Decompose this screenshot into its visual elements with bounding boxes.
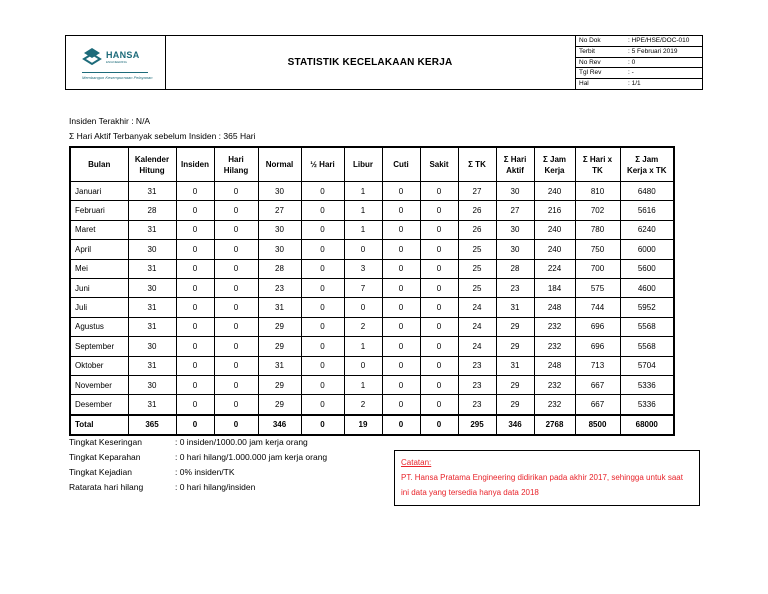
note-title: Catatan: bbox=[401, 458, 432, 467]
doc-info-value: : 0 bbox=[628, 58, 636, 66]
table-row bbox=[70, 317, 674, 336]
table-cell: 0 bbox=[301, 259, 344, 278]
table-cell: 750 bbox=[575, 240, 620, 259]
table-cell: 30 bbox=[496, 182, 534, 201]
column-header: Cuti bbox=[382, 147, 420, 182]
table-cell: 0 bbox=[420, 395, 458, 415]
total-cell: 0 bbox=[301, 415, 344, 435]
table-cell: 27 bbox=[258, 201, 301, 220]
table-cell: 0 bbox=[214, 259, 258, 278]
month-cell: Januari bbox=[70, 182, 128, 201]
table-cell: 5704 bbox=[620, 356, 674, 375]
table-cell: 0 bbox=[344, 298, 382, 317]
table-cell: 0 bbox=[420, 356, 458, 375]
table-cell: 0 bbox=[382, 337, 420, 356]
summary-label: Tingkat Keseringan bbox=[69, 437, 142, 447]
table-cell: 28 bbox=[128, 201, 176, 220]
table-cell: 0 bbox=[214, 182, 258, 201]
table-cell: 0 bbox=[176, 337, 214, 356]
table-cell: 6000 bbox=[620, 240, 674, 259]
table-cell: 31 bbox=[496, 298, 534, 317]
table-cell: 0 bbox=[420, 278, 458, 297]
table-cell: 0 bbox=[301, 356, 344, 375]
table-cell: 23 bbox=[458, 375, 496, 394]
table-cell: 30 bbox=[128, 337, 176, 356]
summary-row bbox=[69, 452, 327, 462]
table-cell: 0 bbox=[301, 395, 344, 415]
table-cell: 31 bbox=[128, 182, 176, 201]
table-cell: 0 bbox=[301, 182, 344, 201]
column-header: Insiden bbox=[176, 147, 214, 182]
table-cell: 696 bbox=[575, 337, 620, 356]
table-cell: 31 bbox=[258, 298, 301, 317]
table-cell: 5616 bbox=[620, 201, 674, 220]
month-cell: Maret bbox=[70, 220, 128, 239]
table-header-row bbox=[70, 147, 674, 182]
table-cell: 0 bbox=[176, 259, 214, 278]
table-cell: 0 bbox=[382, 317, 420, 336]
table-cell: 30 bbox=[258, 182, 301, 201]
table-cell: 184 bbox=[534, 278, 575, 297]
table-row bbox=[70, 337, 674, 356]
table-cell: 0 bbox=[176, 201, 214, 220]
table-cell: 0 bbox=[420, 375, 458, 394]
table-body bbox=[70, 182, 674, 436]
table-cell: 0 bbox=[382, 220, 420, 239]
table-cell: 713 bbox=[575, 356, 620, 375]
table-cell: 702 bbox=[575, 201, 620, 220]
doc-info-row bbox=[575, 68, 702, 79]
table-cell: 31 bbox=[128, 259, 176, 278]
table-cell: 0 bbox=[382, 375, 420, 394]
table-cell: 30 bbox=[496, 220, 534, 239]
doc-info-key: No Dok bbox=[579, 37, 601, 44]
column-header: Sakit bbox=[420, 147, 458, 182]
hansa-logo-icon bbox=[81, 45, 103, 67]
table-cell: 24 bbox=[458, 298, 496, 317]
month-cell: Mei bbox=[70, 259, 128, 278]
table-cell: 810 bbox=[575, 182, 620, 201]
table-row bbox=[70, 220, 674, 239]
month-cell: Desember bbox=[70, 395, 128, 415]
table-row bbox=[70, 356, 674, 375]
total-cell: 0 bbox=[176, 415, 214, 435]
table-cell: 0 bbox=[382, 278, 420, 297]
month-cell: April bbox=[70, 240, 128, 259]
table-cell: 30 bbox=[496, 240, 534, 259]
table-cell: 0 bbox=[301, 317, 344, 336]
total-cell: 19 bbox=[344, 415, 382, 435]
table-cell: 232 bbox=[534, 375, 575, 394]
doc-info-row bbox=[575, 47, 702, 58]
table-row bbox=[70, 182, 674, 201]
table-cell: 1 bbox=[344, 375, 382, 394]
doc-info-row bbox=[575, 36, 702, 47]
table-cell: 0 bbox=[382, 182, 420, 201]
column-header: Hari Hilang bbox=[214, 147, 258, 182]
table-cell: 7 bbox=[344, 278, 382, 297]
table-cell: 232 bbox=[534, 337, 575, 356]
doc-info-key: No Rev bbox=[579, 58, 601, 66]
table-cell: 27 bbox=[496, 201, 534, 220]
table-cell: 0 bbox=[301, 201, 344, 220]
table-cell: 0 bbox=[214, 395, 258, 415]
table-cell: 0 bbox=[214, 240, 258, 259]
column-header: Kalender Hitung bbox=[128, 147, 176, 182]
logo-subtext: ENGINEERING bbox=[106, 60, 128, 64]
summary-label: Tingkat Kejadian bbox=[69, 467, 133, 477]
table-cell: 700 bbox=[575, 259, 620, 278]
table-cell: 0 bbox=[176, 375, 214, 394]
table-cell: 30 bbox=[258, 240, 301, 259]
table-cell: 28 bbox=[496, 259, 534, 278]
table-cell: 1 bbox=[344, 337, 382, 356]
table-cell: 29 bbox=[496, 337, 534, 356]
column-header: Σ Hari Aktif bbox=[496, 147, 534, 182]
table-cell: 0 bbox=[214, 337, 258, 356]
total-cell: 8500 bbox=[575, 415, 620, 435]
column-header: Σ Hari x TK bbox=[575, 147, 620, 182]
table-cell: 1 bbox=[344, 220, 382, 239]
table-cell: 0 bbox=[301, 337, 344, 356]
table-cell: 0 bbox=[420, 220, 458, 239]
table-cell: 0 bbox=[420, 317, 458, 336]
table-cell: 0 bbox=[176, 317, 214, 336]
table-cell: 29 bbox=[258, 375, 301, 394]
doc-info-key: Terbit bbox=[579, 47, 595, 55]
table-cell: 2 bbox=[344, 395, 382, 415]
table-cell: 696 bbox=[575, 317, 620, 336]
table-cell: 744 bbox=[575, 298, 620, 317]
table-cell: 24 bbox=[458, 337, 496, 356]
table-cell: 5568 bbox=[620, 317, 674, 336]
document-header bbox=[65, 35, 703, 90]
doc-info-value: : 5 Februari 2019 bbox=[628, 47, 678, 55]
table-cell: 0 bbox=[420, 337, 458, 356]
total-label-cell: Total bbox=[70, 415, 128, 435]
total-row bbox=[70, 415, 674, 435]
table-cell: 0 bbox=[214, 201, 258, 220]
table-cell: 240 bbox=[534, 220, 575, 239]
summary-label: Ratarata hari hilang bbox=[69, 482, 144, 492]
table-cell: 0 bbox=[382, 240, 420, 259]
doc-info-value: : - bbox=[628, 69, 634, 77]
note-text: PT. Hansa Pratama Engineering didirikan pada akhir 2017, sehingga untuk saat ini data yang tersedia hanya data 2018 bbox=[401, 473, 683, 497]
last-incident-text: Insiden Terakhir : N/A bbox=[69, 116, 151, 126]
month-cell: Oktober bbox=[70, 356, 128, 375]
table-row bbox=[70, 375, 674, 394]
table-cell: 0 bbox=[382, 356, 420, 375]
table-cell: 5336 bbox=[620, 375, 674, 394]
column-header: Σ Jam Kerja x TK bbox=[620, 147, 674, 182]
doc-info-row bbox=[575, 58, 702, 69]
table-cell: 25 bbox=[458, 278, 496, 297]
column-header: ½ Hari bbox=[301, 147, 344, 182]
table-cell: 0 bbox=[301, 220, 344, 239]
table-cell: 5952 bbox=[620, 298, 674, 317]
logo-cell bbox=[66, 36, 166, 89]
table-cell: 23 bbox=[496, 278, 534, 297]
column-header: Normal bbox=[258, 147, 301, 182]
table-cell: 5336 bbox=[620, 395, 674, 415]
table-cell: 216 bbox=[534, 201, 575, 220]
document-info bbox=[575, 36, 702, 89]
table-cell: 0 bbox=[214, 317, 258, 336]
table-cell: 23 bbox=[258, 278, 301, 297]
table-cell: 29 bbox=[258, 317, 301, 336]
table-cell: 29 bbox=[258, 337, 301, 356]
table-cell: 0 bbox=[214, 220, 258, 239]
doc-info-value: : 1/1 bbox=[628, 80, 641, 88]
total-cell: 295 bbox=[458, 415, 496, 435]
table-cell: 0 bbox=[420, 240, 458, 259]
table-cell: 575 bbox=[575, 278, 620, 297]
table-cell: 6240 bbox=[620, 220, 674, 239]
summary-row bbox=[69, 467, 235, 477]
table-cell: 31 bbox=[128, 317, 176, 336]
month-cell: Juni bbox=[70, 278, 128, 297]
table-cell: 3 bbox=[344, 259, 382, 278]
total-cell: 0 bbox=[420, 415, 458, 435]
table-cell: 0 bbox=[420, 201, 458, 220]
table-cell: 0 bbox=[301, 298, 344, 317]
table-cell: 0 bbox=[176, 298, 214, 317]
table-cell: 29 bbox=[496, 317, 534, 336]
table-cell: 224 bbox=[534, 259, 575, 278]
column-header: Libur bbox=[344, 147, 382, 182]
table-cell: 30 bbox=[258, 220, 301, 239]
table-row bbox=[70, 278, 674, 297]
logo-tagline: Membangun Kesempurnaan Pelayanan bbox=[82, 75, 153, 80]
table-cell: 232 bbox=[534, 395, 575, 415]
table-cell: 26 bbox=[458, 201, 496, 220]
table-cell: 30 bbox=[128, 278, 176, 297]
summary-value: : 0 hari hilang/insiden bbox=[175, 482, 256, 492]
table-cell: 23 bbox=[458, 356, 496, 375]
table-cell: 0 bbox=[176, 220, 214, 239]
table-cell: 31 bbox=[496, 356, 534, 375]
table-cell: 0 bbox=[301, 240, 344, 259]
table-row bbox=[70, 201, 674, 220]
table-cell: 0 bbox=[214, 278, 258, 297]
table-cell: 240 bbox=[534, 240, 575, 259]
table-cell: 31 bbox=[128, 298, 176, 317]
month-cell: Februari bbox=[70, 201, 128, 220]
table-cell: 0 bbox=[214, 375, 258, 394]
note-box bbox=[394, 450, 700, 506]
table-cell: 29 bbox=[496, 375, 534, 394]
table-cell: 26 bbox=[458, 220, 496, 239]
table-cell: 0 bbox=[214, 298, 258, 317]
table-cell: 0 bbox=[176, 356, 214, 375]
month-cell: Agustus bbox=[70, 317, 128, 336]
table-cell: 24 bbox=[458, 317, 496, 336]
table-cell: 0 bbox=[214, 356, 258, 375]
table-cell: 31 bbox=[128, 395, 176, 415]
total-cell: 0 bbox=[214, 415, 258, 435]
table-cell: 0 bbox=[176, 278, 214, 297]
summary-label: Tingkat Keparahan bbox=[69, 452, 141, 462]
total-cell: 346 bbox=[258, 415, 301, 435]
summary-row bbox=[69, 482, 255, 492]
table-cell: 1 bbox=[344, 182, 382, 201]
table-cell: 23 bbox=[458, 395, 496, 415]
table-cell: 667 bbox=[575, 375, 620, 394]
table-cell: 27 bbox=[458, 182, 496, 201]
table-cell: 0 bbox=[301, 375, 344, 394]
table-cell: 29 bbox=[496, 395, 534, 415]
month-cell: Juli bbox=[70, 298, 128, 317]
month-cell: November bbox=[70, 375, 128, 394]
total-cell: 346 bbox=[496, 415, 534, 435]
document-title: STATISTIK KECELAKAAN KERJA bbox=[165, 36, 576, 89]
table-row bbox=[70, 298, 674, 317]
logo-divider bbox=[82, 72, 148, 73]
accident-statistics-table bbox=[69, 146, 675, 436]
summary-row bbox=[69, 437, 308, 447]
summary-value: : 0 insiden/1000.00 jam kerja orang bbox=[175, 437, 308, 447]
table-cell: 5600 bbox=[620, 259, 674, 278]
summary-value: : 0% insiden/TK bbox=[175, 467, 235, 477]
table-cell: 0 bbox=[176, 240, 214, 259]
table-cell: 28 bbox=[258, 259, 301, 278]
table-cell: 0 bbox=[344, 356, 382, 375]
table-cell: 240 bbox=[534, 182, 575, 201]
table-cell: 0 bbox=[176, 395, 214, 415]
month-cell: September bbox=[70, 337, 128, 356]
table-cell: 232 bbox=[534, 317, 575, 336]
table-cell: 0 bbox=[420, 298, 458, 317]
table-cell: 25 bbox=[458, 259, 496, 278]
table-cell: 31 bbox=[128, 356, 176, 375]
total-cell: 365 bbox=[128, 415, 176, 435]
table-cell: 30 bbox=[128, 375, 176, 394]
table-cell: 31 bbox=[128, 220, 176, 239]
table-cell: 667 bbox=[575, 395, 620, 415]
total-cell: 2768 bbox=[534, 415, 575, 435]
logo-text: HANSA bbox=[106, 50, 140, 60]
table-cell: 0 bbox=[382, 395, 420, 415]
table-cell: 5568 bbox=[620, 337, 674, 356]
table-row bbox=[70, 395, 674, 415]
table-cell: 0 bbox=[382, 298, 420, 317]
table-row bbox=[70, 259, 674, 278]
table-cell: 0 bbox=[301, 278, 344, 297]
table-cell: 248 bbox=[534, 356, 575, 375]
table-cell: 4600 bbox=[620, 278, 674, 297]
table-cell: 0 bbox=[382, 259, 420, 278]
table-cell: 31 bbox=[258, 356, 301, 375]
column-header: Σ Jam Kerja bbox=[534, 147, 575, 182]
table-cell: 25 bbox=[458, 240, 496, 259]
doc-info-value: : HPE/HSE/DOC-010 bbox=[628, 37, 690, 44]
table-cell: 0 bbox=[420, 182, 458, 201]
table-cell: 248 bbox=[534, 298, 575, 317]
total-cell: 0 bbox=[382, 415, 420, 435]
table-cell: 30 bbox=[128, 240, 176, 259]
table-cell: 1 bbox=[344, 201, 382, 220]
column-header: Bulan bbox=[70, 147, 128, 182]
table-cell: 0 bbox=[344, 240, 382, 259]
table-cell: 0 bbox=[176, 182, 214, 201]
doc-info-key: Tgl Rev bbox=[579, 69, 602, 77]
table-row bbox=[70, 240, 674, 259]
doc-info-row bbox=[575, 79, 702, 90]
table-cell: 0 bbox=[420, 259, 458, 278]
most-active-days-text: Σ Hari Aktif Terbanyak sebelum Insiden : 365 Hari bbox=[69, 131, 256, 141]
doc-info-key: Hal bbox=[579, 80, 589, 88]
column-header: Σ TK bbox=[458, 147, 496, 182]
table-cell: 2 bbox=[344, 317, 382, 336]
table-cell: 780 bbox=[575, 220, 620, 239]
total-cell: 68000 bbox=[620, 415, 674, 435]
table-cell: 29 bbox=[258, 395, 301, 415]
table-cell: 6480 bbox=[620, 182, 674, 201]
table-cell: 0 bbox=[382, 201, 420, 220]
summary-value: : 0 hari hilang/1.000.000 jam kerja orang bbox=[175, 452, 328, 462]
